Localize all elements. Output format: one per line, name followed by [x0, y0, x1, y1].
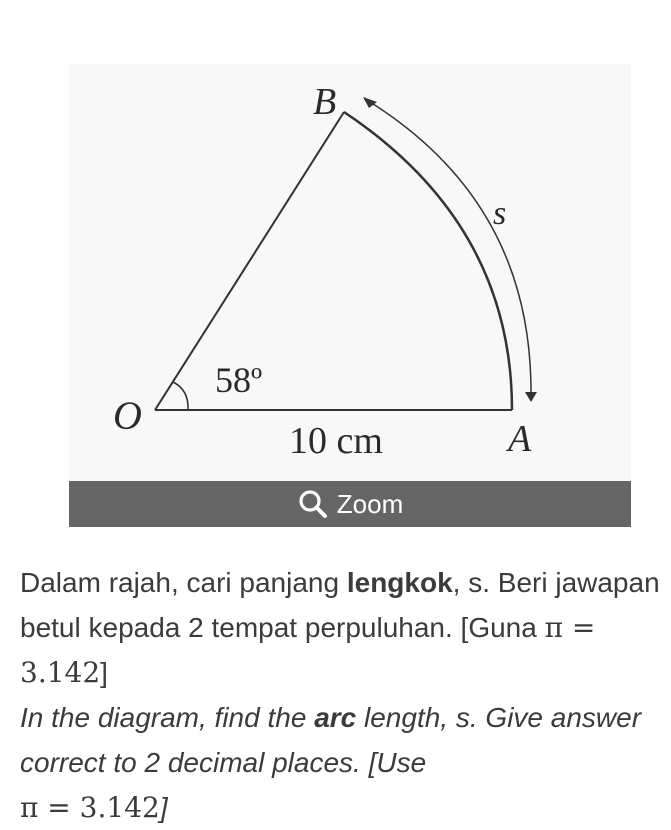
arrow-head-bottom	[525, 392, 537, 402]
arc-s-label: s	[493, 195, 507, 232]
english-pi-expression: π = 3.142	[20, 791, 160, 824]
diagram-figure	[69, 64, 631, 527]
malay-bold-word: lengkok	[346, 567, 453, 598]
malay-text-end: ]	[100, 657, 108, 688]
arrow-head-top	[363, 97, 377, 108]
english-bold-word: arc	[314, 702, 357, 733]
english-text-end: ]	[159, 792, 168, 823]
point-a-label: A	[508, 418, 532, 460]
sector-arc	[344, 112, 512, 410]
english-text-start: In the diagram, find the	[20, 702, 315, 733]
zoom-label: Zoom	[336, 489, 404, 519]
sector-diagram	[69, 64, 631, 481]
question-english	[20, 695, 660, 830]
point-b-label: B	[313, 81, 337, 123]
question-malay	[20, 560, 660, 695]
question-text	[20, 560, 660, 830]
radius-label: 10 cm	[289, 420, 383, 462]
point-o-label: O	[113, 393, 142, 438]
angle-label: 58º	[215, 360, 263, 400]
zoom-button[interactable]	[69, 481, 631, 527]
malay-text-middle: , s. Beri jawapan betul kepada 2 tempat perpuluhan. [Guna	[20, 567, 660, 643]
search-icon	[297, 488, 329, 520]
malay-text-start: Dalam rajah, cari panjang	[20, 567, 347, 598]
english-text-middle: length, s. Give answer correct to 2 decimal places. [Use	[20, 702, 642, 778]
angle-marker	[173, 382, 188, 410]
malay-pi-expression: π = 3.142	[20, 611, 596, 689]
